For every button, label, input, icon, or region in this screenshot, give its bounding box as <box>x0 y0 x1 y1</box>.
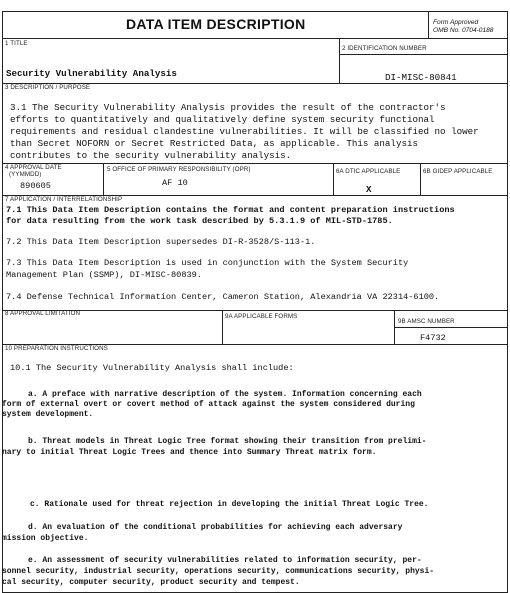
application-line: 7.2 This Data Item Description supersedes DI-R-3528/S-113-1. <box>6 237 316 247</box>
row3-rule <box>2 163 508 164</box>
prep-line: a. A preface with narrative description of the system. Information concerning each <box>28 390 422 399</box>
prep-line: sonnel security, industrial security, operations security, communications security, physi- <box>2 567 435 576</box>
title-id-divider <box>339 38 340 84</box>
approval-limitation-label: 8 APPROVAL LIMITATION <box>5 310 81 317</box>
description-line: contributes to the security vulnerability analysis. <box>10 150 292 161</box>
prep-line: 10.1 The Security Vulnerability Analysis shall include: <box>10 363 294 373</box>
dtic-value: X <box>366 184 372 195</box>
description-line: than Secret NOFORN or Secret Restricted Data, as applicable. This analysis <box>10 138 418 149</box>
dtic-label: 6A DTIC APPLICABLE <box>336 168 401 175</box>
application-label: 7 APPLICATION / INTERRELATIONSHIP <box>5 196 123 203</box>
prep-line: mission objective. <box>2 534 89 543</box>
application-line: 7.3 This Data Item Description is used in conjunction with the System Security <box>6 258 409 268</box>
form-title: DATA ITEM DESCRIPTION <box>126 16 306 32</box>
approval-date-sublabel: (YYMMDD) <box>9 171 42 178</box>
id-number-value: DI-MISC-80841 <box>385 72 457 83</box>
approval-date-value: 890605 <box>20 181 51 191</box>
row4-divider-2 <box>333 163 334 195</box>
id-label-rule <box>339 54 508 55</box>
prep-line: e. An assessment of security vulnerabilities related to information security, per- <box>28 556 422 565</box>
prep-line: b. Threat models in Threat Logic Tree format showing their transition from prelimi- <box>28 437 427 446</box>
id-number-label: 2 IDENTIFICATION NUMBER <box>342 45 427 52</box>
description-label: 3 DESCRIPTION / PURPOSE <box>5 84 91 91</box>
description-line: 3.1 The Security Vulnerability Analysis provides the result of the contractor's <box>10 102 446 113</box>
prep-line: d. An evaluation of the conditional probabilities for achieving each adversary <box>28 523 403 532</box>
omb-number-label: OMB No. 0704-0188 <box>433 27 494 34</box>
application-line: Management Plan (SSMP), DI-MISC-80839. <box>6 270 202 280</box>
row4-divider-1 <box>103 163 104 195</box>
gidep-label: 6B GIDEP APPLICABLE <box>423 168 493 175</box>
form-approved-label: Form Approved <box>433 19 479 26</box>
approval-date-label: 4 APPROVAL DATE <box>5 164 62 171</box>
amsc-label: 9B AMSC NUMBER <box>398 318 455 325</box>
preparation-label: 10 PREPARATION INSTRUCTIONS <box>5 345 108 352</box>
prep-line: c. Rationale used for threat rejection in developing the initial Threat Logic Tree. <box>30 500 429 509</box>
application-line: 7.4 Defense Technical Information Center, Cameron Station, Alexandria VA 22314-6100. <box>6 292 440 302</box>
row8-divider-1 <box>222 310 223 344</box>
opr-label: 5 OFFICE OF PRIMARY RESPONSIBILITY (OPR) <box>107 166 251 173</box>
prep-line: cal security, computer security, product security and tempest. <box>2 578 300 587</box>
title-field-label: 1 TITLE <box>5 40 28 47</box>
header-rule <box>2 38 508 39</box>
prep-line: nary to initial Threat Logic Trees and thence into Summary Threat matrix form. <box>2 448 377 457</box>
description-line: requirements and residual clandestine vulnerabilities. It will be classified no lower <box>10 126 479 137</box>
amsc-value: F4732 <box>420 333 446 343</box>
title-value: Security Vulnerability Analysis <box>6 68 177 79</box>
prep-line: system development. <box>2 410 94 419</box>
applicable-forms-label: 9A APPLICABLE FORMS <box>225 313 298 320</box>
opr-value: AF 10 <box>162 178 188 188</box>
application-line: 7.1 This Data Item Description contains the format and content preparation instructions <box>6 205 455 215</box>
description-line: efforts to quantitatively and qualitatively define system security functional <box>10 114 435 125</box>
header-divider <box>428 11 429 39</box>
prep-line: form of external overt or covert method of attack against the system considered during <box>2 400 415 409</box>
application-line: for data resulting from the work task described by 5.3.1.9 of MIL-STD-1785. <box>6 216 393 226</box>
amsc-label-rule <box>394 327 508 328</box>
row4-divider-3 <box>420 163 421 195</box>
